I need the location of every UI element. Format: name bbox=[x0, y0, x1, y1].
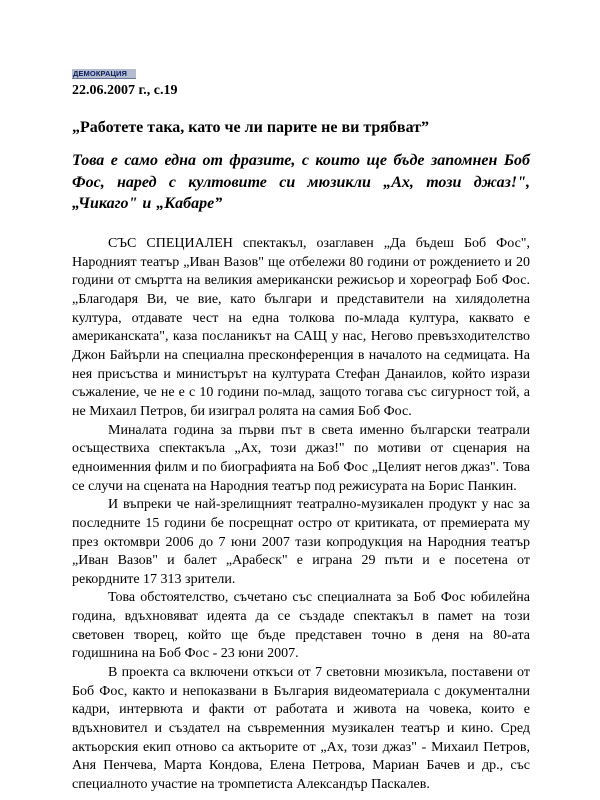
article-paragraph: И въпреки че най-зрелищният театрално-музикален продукт у нас за последните 15 години бе посрещнат остро от критиката, от премиерата му през октомври 2006 до 7 юни 2007 тази копродукция на Народния театър „Иван Вазов" и балет „Арабеск" е играна 29 пъти и е посетена от рекордните 17 313 зрители. bbox=[72, 497, 530, 587]
article-paragraph: СЪС СПЕЦИАЛЕН спектакъл, озаглавен „Да бъдеш Боб Фос", Народният театър „Иван Вазов" ще отбележи 80 години от рождението и 20 години от смъртта на великия американски режисьор и хореограф Боб Фос. „Благодаря Ви, че вие, като българи и представители на хилядолетна култура, отдавате чест на една толкова по-млада култура, каквато е американската", каза посланикът на САЩ у нас, Негово превъзходителство Джон Байърли на специална пресконференция в началото на седмицата. На нея присъства и министърът на културата Стефан Данаилов, който изрази съжаление, че не е с 10 години по-млад, защото тогава със сигурност той, а не Михаил Петров, би изиграл ролята на самия Боб Фос. bbox=[72, 236, 530, 419]
article-paragraph: Това обстоятелство, съчетано със специалната за Боб Фос юбилейна година, вдъхновяват идеята да се създаде спектакъл в памет на този световен творец, който ще бъде представен точно в деня на 80-ата годишнина на Боб Фос - 23 юни 2007. bbox=[72, 590, 530, 662]
article-lead: Това е само една от фразите, с които ще бъде запомнен Боб Фос, наред с култовите си мюзикли „Ах, този джаз!", „Чикаго" и „Кабаре” bbox=[72, 152, 530, 213]
article-headline: „Работете така, като че ли парите не ви трябват” bbox=[72, 119, 430, 136]
article-paragraph: В проекта са включени откъси от 7 световни мюзикъла, поставени от Боб Фос, както и непоказвани в България видеоматериала с документални кадри, интервюта и факти от работата и живота на човека, които е вдъхновител и създател на съвременния музикален театър и кино. Сред актьорския екип отново са актьорите от „Ах, този джаз" - Михаил Петров, Аня Пенчева, Марта Кондова, Елена Петрова, Мариан Бачев и др., със специалното участие на тромпетиста Александър Паскалев. bbox=[72, 665, 530, 793]
article-body bbox=[72, 235, 530, 795]
publication-date: 22.06.2007 г., с.19 bbox=[72, 83, 178, 98]
article-paragraph: Миналата година за първи път в света именно български театрали осъществиха спектакъла „Ах, този джаз!" по мотиви от сценария на едноименния филм и по биографията на Боб Фос „Целият негов джаз". Това се случи на сцената на Народния театър под режисурата на Борис Панкин. bbox=[72, 422, 530, 494]
newspaper-logo: ДЕМОКРАЦИЯ bbox=[72, 69, 136, 79]
